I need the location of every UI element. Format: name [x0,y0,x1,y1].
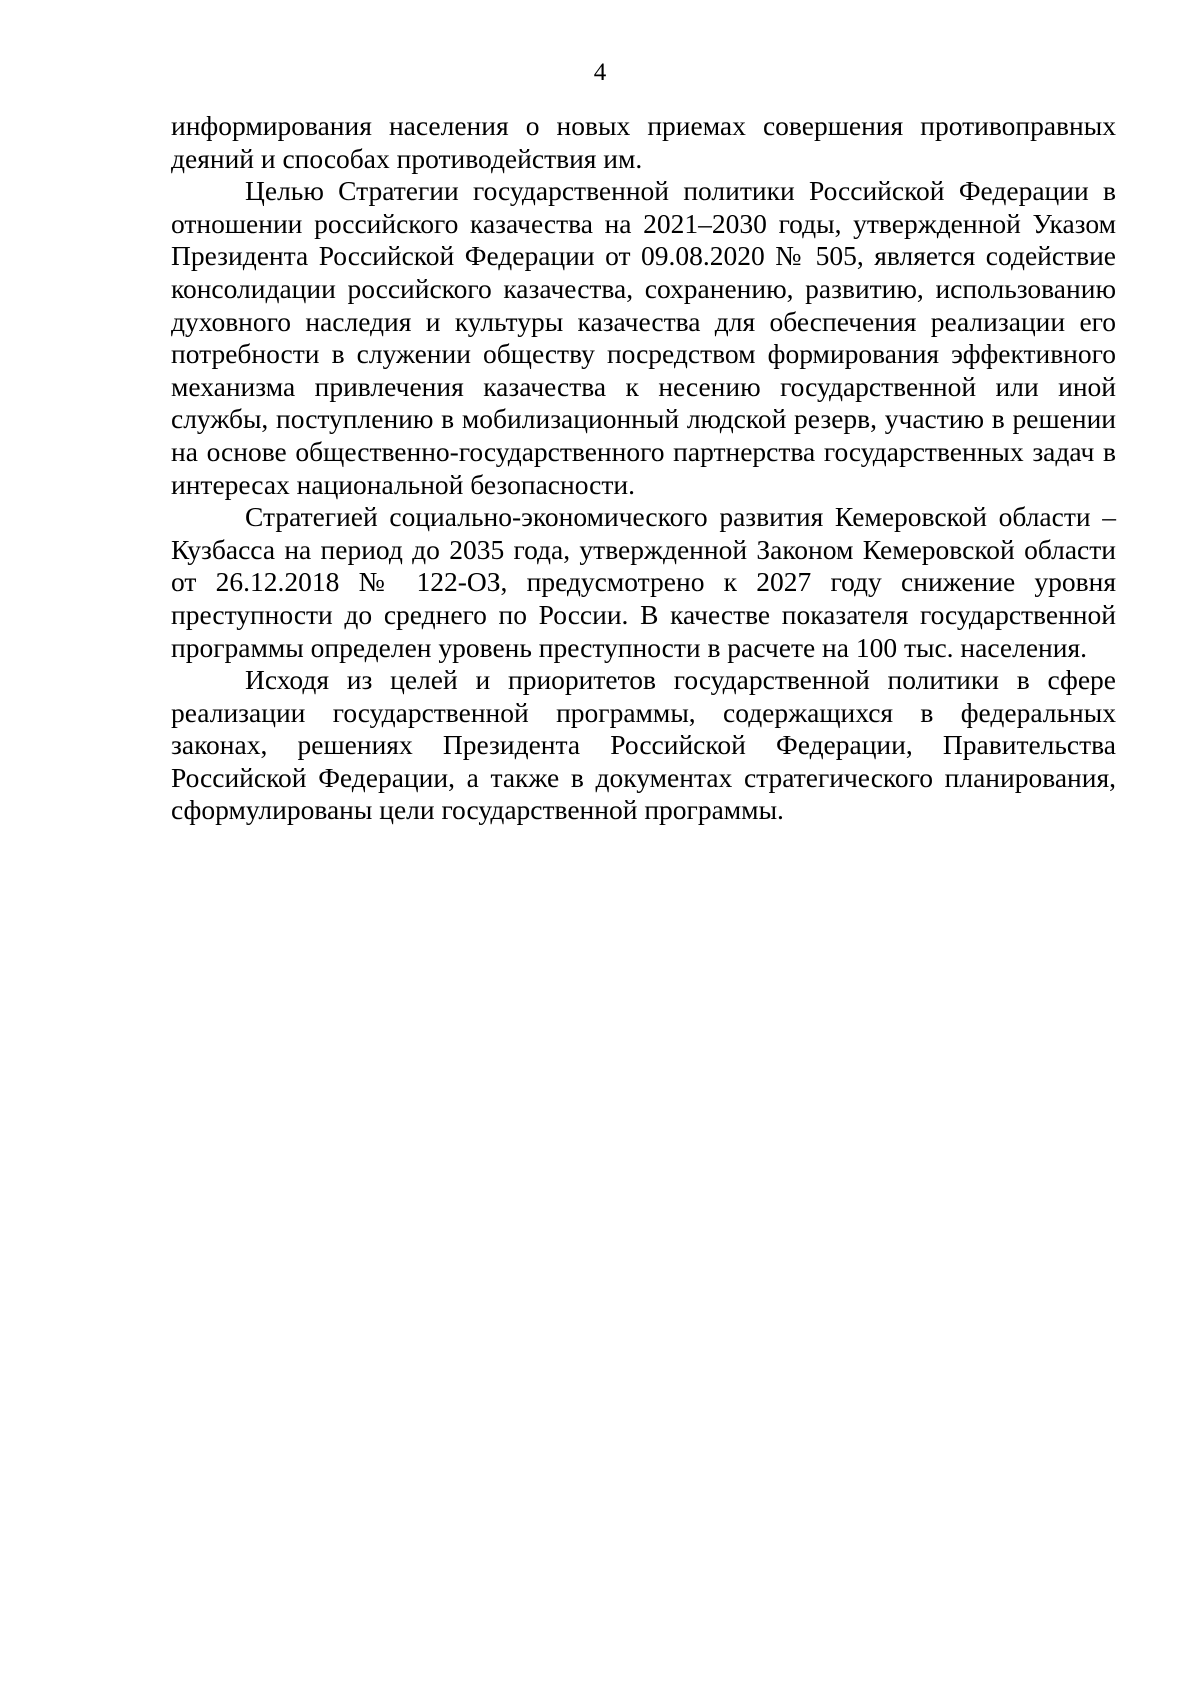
document-body [171,110,1116,827]
paragraph-continuation: информирования населения о новых приемах совершения противоправных деяний и способах противодействия им. [171,110,1116,174]
paragraph-program-goals: Исходя из целей и приоритетов государственной политики в сфере реализации государственной программы, содержащихся в федеральных законах, решениях Президента Российской Федерации, Правительства Российской Федерации, а также в документах стратегического планирования, сформулированы цели государственной программы. [171,664,1116,826]
page-number: 4 [593,59,607,86]
paragraph-kuzbass-strategy: Стратегией социально-экономического развития Кемеровской области – Кузбасса на период до 2035 года, утвержденной Законом Кемеровской области от 26.12.2018 № 122-ОЗ, предусмотрено к 2027 году снижение уровня преступности до среднего по России. В качестве показателя государственной программы определен уровень преступности в расчете на 100 тыс. населения. [171,501,1116,663]
paragraph-cossack-strategy: Целью Стратегии государственной политики Российской Федерации в отношении российского казачества на 2021–2030 годы, утвержденной Указом Президента Российской Федерации от 09.08.2020 № 505, является содействие консолидации российского казачества, сохранению, развитию, использованию духовного наследия и культуры казачества для обеспечения реализации его потребности в служении обществу посредством формирования эффективного механизма привлечения казачества к несению государственной или иной службы, поступлению в мобилизационный людской резерв, участию в решении на основе общественно-государственного партнерства государственных задач в интересах национальной безопасности. [171,175,1116,500]
